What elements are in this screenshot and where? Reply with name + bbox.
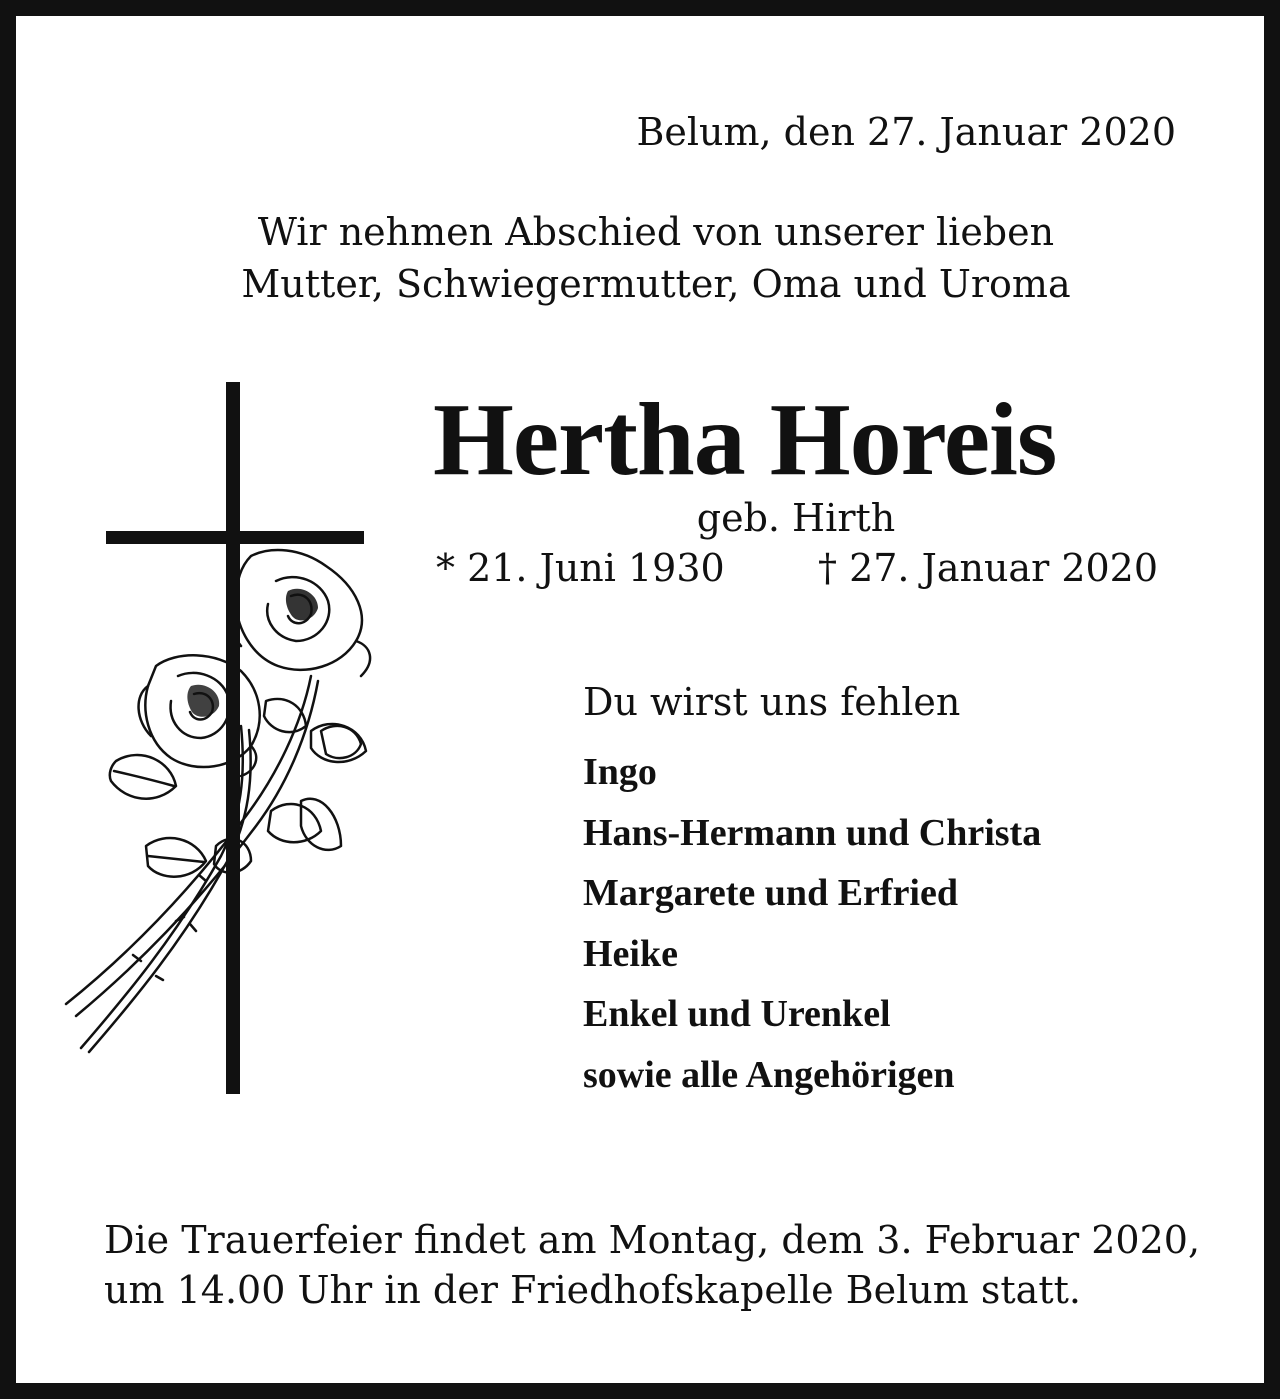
mourner-6: sowie alle Angehörigen <box>583 1054 955 1096</box>
birth-date: * 21. Juni 1930 <box>436 546 725 590</box>
death-date: † 27. Januar 2020 <box>818 546 1159 590</box>
mourner-2: Hans-Hermann und Christa <box>583 812 1042 854</box>
deceased-name: Hertha Horeis <box>433 382 1057 497</box>
mourner-3: Margarete und Erfried <box>583 872 958 914</box>
service-line-2: um 14.00 Uhr in der Friedhofskapelle Belum statt. <box>104 1268 1081 1312</box>
mourner-4: Heike <box>583 933 678 975</box>
service-line-1: Die Trauerfeier findet am Montag, dem 3. Februar 2020, <box>104 1218 1201 1262</box>
place-date: Belum, den 27. Januar 2020 <box>636 110 1176 154</box>
mourner-5: Enkel und Urenkel <box>583 993 891 1035</box>
intro-line-2: Mutter, Schwiegermutter, Oma und Uroma <box>241 262 1071 306</box>
farewell-line: Du wirst uns fehlen <box>583 680 961 724</box>
maiden-name: geb. Hirth <box>696 496 896 540</box>
intro-line-1: Wir nehmen Abschied von unserer lieben <box>257 210 1055 254</box>
cross-with-roses-icon <box>56 376 396 1096</box>
mourner-1: Ingo <box>583 751 657 793</box>
